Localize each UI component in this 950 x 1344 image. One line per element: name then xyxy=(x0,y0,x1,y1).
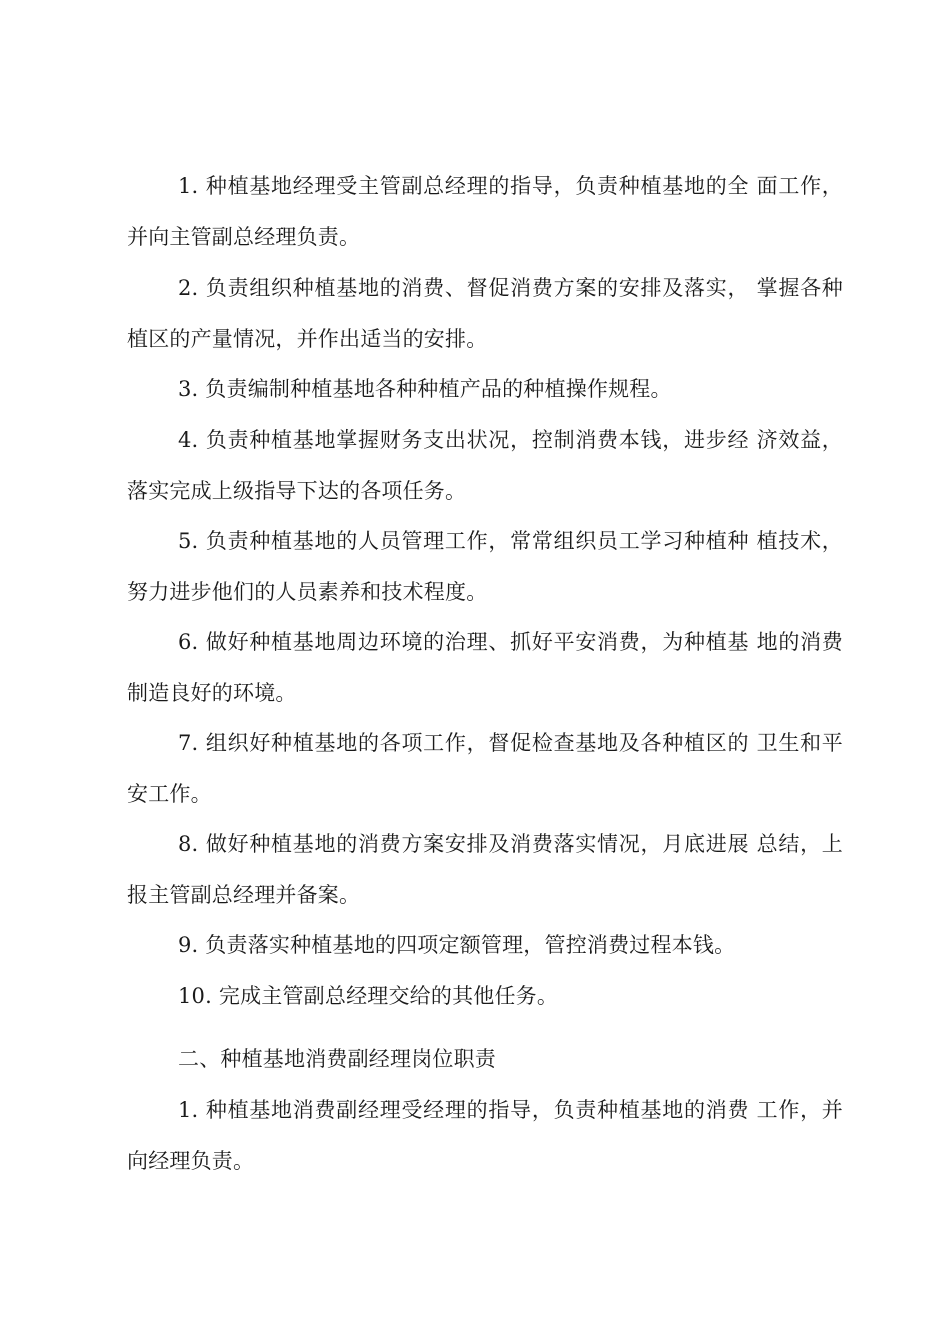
paragraph-item-5: 5. 负责种植基地的人员管理工作，常常组织员工学习种植种 植技术，努力进步他们的人员素养和技术程度。 xyxy=(127,529,843,604)
paragraph-item-2: 2. 负责组织种植基地的消费、督促消费方案的安排及落实， 掌握各种植区的产量情况，并作出适当的安排。 xyxy=(127,276,843,351)
paragraph-item-4: 4. 负责种植基地掌握财务支出状况，控制消费本钱，进步经 济效益，落实完成上级指导下达的各项任务。 xyxy=(127,428,843,503)
section-heading: 二、种植基地消费副经理岗位职责 xyxy=(178,1047,496,1071)
paragraph-item-9: 9. 负责落实种植基地的四项定额管理，管控消费过程本钱。 xyxy=(178,933,736,957)
paragraph-item-8: 8. 做好种植基地的消费方案安排及消费落实情况，月底进展 总结，上报主管副总经理并备案。 xyxy=(127,832,843,907)
paragraph-item-1: 1. 种植基地经理受主管副总经理的指导，负责种植基地的全 面工作，并向主管副总经理负责。 xyxy=(127,174,843,249)
paragraph-item-7: 7. 组织好种植基地的各项工作，督促检查基地及各种植区的 卫生和平安工作。 xyxy=(127,731,843,806)
paragraph-item-3: 3. 负责编制种植基地各种种植产品的种植操作规程。 xyxy=(178,377,672,401)
paragraph-item-6: 6. 做好种植基地周边环境的治理、抓好平安消费，为种植基 地的消费制造良好的环境。 xyxy=(127,630,843,705)
section-paragraph-item-1: 1. 种植基地消费副经理受经理的指导，负责种植基地的消费 工作，并向经理负责。 xyxy=(127,1098,843,1173)
paragraph-item-10: 10. 完成主管副总经理交给的其他任务。 xyxy=(178,984,559,1008)
